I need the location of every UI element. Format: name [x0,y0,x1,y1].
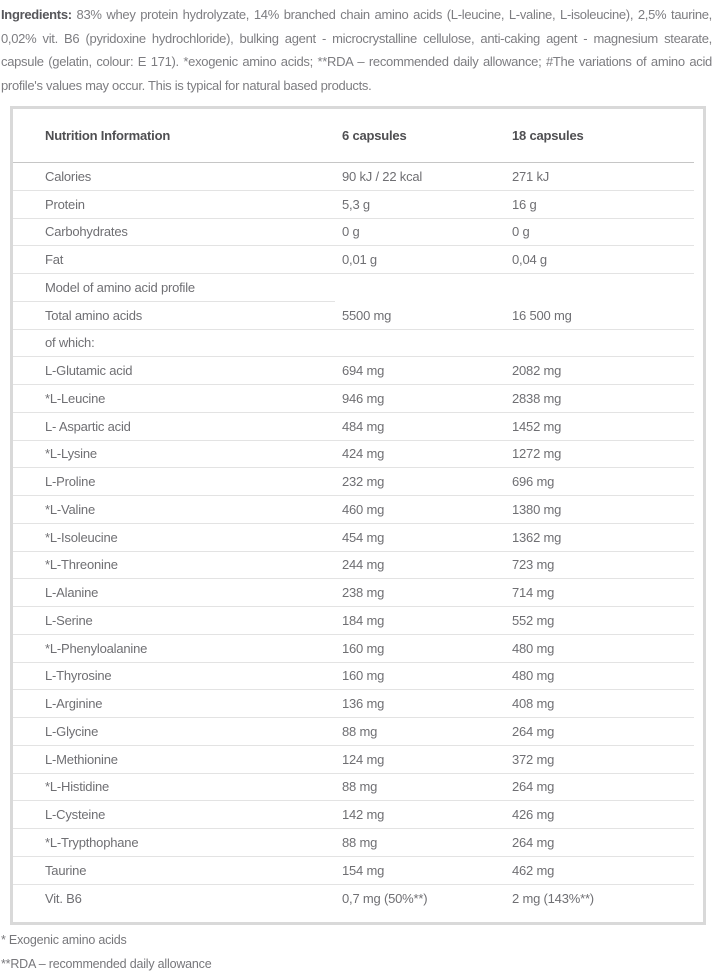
table-row [13,690,694,718]
row-value-6-capsules: 0,7 mg (50%**) [342,890,428,906]
table-row [13,579,694,607]
row-label: L-Glutamic acid [45,363,133,379]
row-label: *L-Histidine [45,779,110,795]
table-row [13,302,694,330]
ingredients-paragraph [0,0,714,97]
table-row [13,385,694,413]
row-value-6-capsules: 0 g [342,224,360,240]
row-value-6-capsules: 424 mg [342,446,385,462]
row-value-18-capsules: 2 mg (143%**) [512,890,594,906]
row-value-6-capsules: 136 mg [342,696,385,712]
row-value-18-capsules: 696 mg [512,474,555,490]
row-label: L-Cysteine [45,807,106,823]
row-value-18-capsules: 16 g [512,196,537,212]
row-label: *L-Trypthophane [45,834,139,850]
table-body [13,163,703,912]
table-row [13,191,694,219]
row-value-18-capsules: 480 mg [512,640,555,656]
row-value-18-capsules: 1452 mg [512,418,562,434]
row-value-18-capsules: 264 mg [512,834,555,850]
row-value-18-capsules: 1272 mg [512,446,562,462]
row-value-18-capsules: 408 mg [512,696,555,712]
row-value-18-capsules: 0,04 g [512,252,547,268]
row-value-18-capsules: 264 mg [512,723,555,739]
table-row [13,663,694,691]
row-value-6-capsules: 5500 mg [342,307,392,323]
row-value-18-capsules: 1380 mg [512,501,562,517]
row-label: Calories [45,168,92,184]
footnotes [1,933,714,971]
row-value-18-capsules: 714 mg [512,585,555,601]
table-row [13,857,694,885]
row-value-18-capsules: 372 mg [512,751,555,767]
row-label: *L-Isoleucine [45,529,118,545]
row-value-6-capsules: 244 mg [342,557,385,573]
row-label: Protein [45,196,85,212]
row-value-6-capsules: 88 mg [342,723,378,739]
header-18-capsules: 18 capsules [512,128,584,143]
table-header-row [13,109,694,163]
table-row [13,413,694,441]
row-label: *L-Lysine [45,446,97,462]
table-row [13,746,694,774]
row-value-18-capsules: 552 mg [512,612,555,628]
row-label: Taurine [45,862,87,878]
row-label: Model of amino acid profile [45,280,195,296]
footnote-exogenic-amino-acids: * Exogenic amino acids [1,933,127,948]
ingredients-label: Ingredients: [1,7,72,22]
row-value-6-capsules: 90 kJ / 22 kcal [342,168,423,184]
row-value-18-capsules: 2838 mg [512,390,562,406]
row-label: *L-Valine [45,501,95,517]
ingredients-text: 83% whey protein hydrolyzate, 14% branched chain amino acids (L-leucine, L-valine, L-isoleucine), 2,5% taurine, 0,02% vit. B6 (pyridoxine hydrochloride), bulking agent - microcrystalline cellulose, anti-caking agent - magnesium stearate, capsule (gelatin, colour: E 171). *exogenic amino acids; **RDA – recommended daily allowance; #The variations of amino acid profile's values may occur. This is typical for natural based products. [1,7,712,93]
header-6-capsules: 6 capsules [342,128,407,143]
row-value-6-capsules: 232 mg [342,474,385,490]
row-value-6-capsules: 88 mg [342,779,378,795]
row-label: L-Methionine [45,751,118,767]
row-value-6-capsules: 88 mg [342,834,378,850]
table-row [13,552,694,580]
row-value-6-capsules: 454 mg [342,529,385,545]
row-value-6-capsules: 160 mg [342,668,385,684]
row-value-6-capsules: 154 mg [342,862,385,878]
table-row [13,801,694,829]
row-value-6-capsules: 460 mg [342,501,385,517]
row-label: *L-Threonine [45,557,118,573]
nutrition-table [10,106,706,925]
table-row [13,219,694,247]
footnote-rda: **RDA – recommended daily allowance [1,957,212,971]
row-value-18-capsules: 723 mg [512,557,555,573]
row-label: L-Glycine [45,723,99,739]
table-row [13,718,694,746]
header-nutrition-information: Nutrition Information [45,128,171,143]
table-row [13,774,694,802]
row-value-18-capsules: 480 mg [512,668,555,684]
row-value-18-capsules: 0 g [512,224,530,240]
row-value-18-capsules: 16 500 mg [512,307,572,323]
row-value-18-capsules: 2082 mg [512,363,562,379]
row-value-6-capsules: 238 mg [342,585,385,601]
table-row [13,246,694,274]
row-label: L-Thyrosine [45,668,112,684]
row-label: of which: [45,335,95,351]
row-value-18-capsules: 462 mg [512,862,555,878]
row-value-6-capsules: 142 mg [342,807,385,823]
row-label: L-Alanine [45,585,99,601]
table-row [13,607,694,635]
table-row [13,496,694,524]
row-value-6-capsules: 184 mg [342,612,385,628]
table-row [13,274,694,302]
row-label: L-Arginine [45,696,103,712]
row-label: Total amino acids [45,307,143,323]
row-value-18-capsules: 264 mg [512,779,555,795]
row-value-6-capsules: 484 mg [342,418,385,434]
row-label: *L-Phenyloalanine [45,640,148,656]
table-row [13,829,694,857]
row-value-6-capsules: 5,3 g [342,196,370,212]
table-row [13,441,694,469]
row-value-6-capsules: 946 mg [342,390,385,406]
row-value-18-capsules: 426 mg [512,807,555,823]
table-row [13,330,694,358]
row-value-6-capsules: 160 mg [342,640,385,656]
row-label: L-Proline [45,474,96,490]
table-row [13,524,694,552]
row-value-6-capsules: 694 mg [342,363,385,379]
row-value-6-capsules: 0,01 g [342,252,377,268]
row-label: Vit. B6 [45,890,82,906]
table-row [13,163,694,191]
row-label: L-Serine [45,612,93,628]
row-value-6-capsules: 124 mg [342,751,385,767]
row-label: L- Aspartic acid [45,418,131,434]
table-row [13,635,694,663]
table-row [13,357,694,385]
table-row [13,468,694,496]
row-label: Carbohydrates [45,224,128,240]
row-value-18-capsules: 1362 mg [512,529,562,545]
row-label: *L-Leucine [45,390,106,406]
row-label: Fat [45,252,64,268]
row-value-18-capsules: 271 kJ [512,168,550,184]
table-row [13,885,694,913]
